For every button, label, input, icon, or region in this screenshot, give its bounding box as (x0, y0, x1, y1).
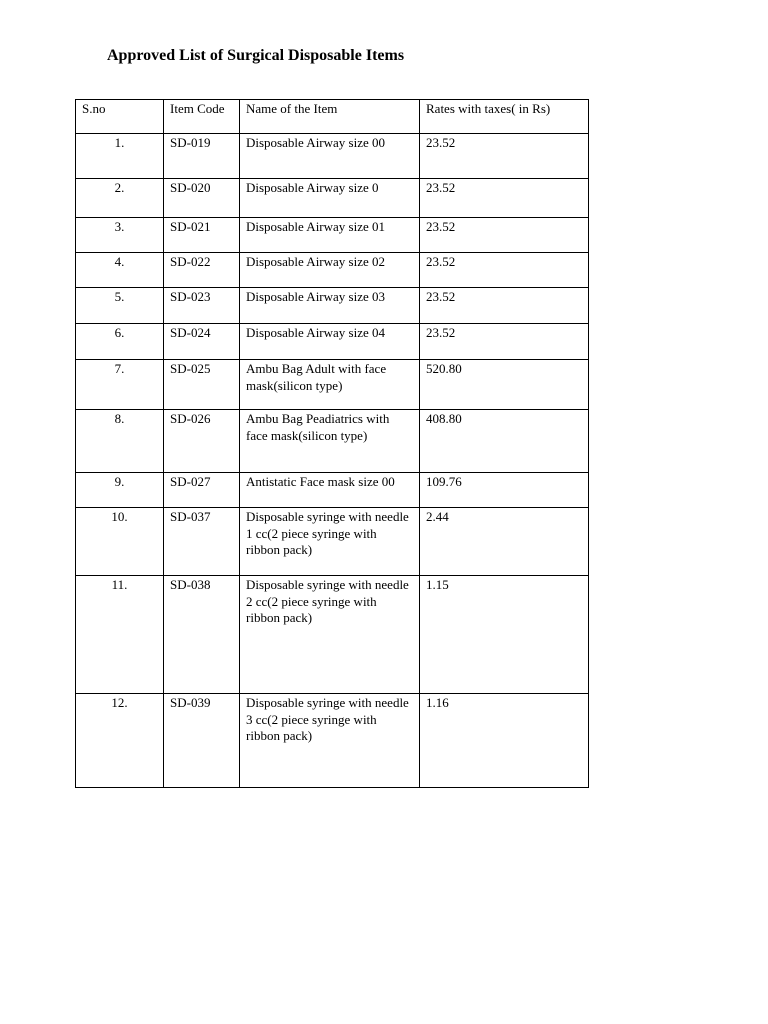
cell-code: SD-037 (164, 508, 240, 576)
cell-sno: 11. (76, 576, 164, 694)
table-row (76, 179, 589, 218)
header-sno: S.no (76, 100, 164, 134)
cell-name: Disposable Airway size 04 (240, 324, 420, 360)
cell-sno: 6. (76, 324, 164, 360)
table-header-row (76, 100, 589, 134)
table-row (76, 288, 589, 324)
cell-name: Disposable syringe with needle 2 cc(2 piece syringe with ribbon pack) (240, 576, 420, 694)
cell-code: SD-021 (164, 218, 240, 253)
cell-code: SD-024 (164, 324, 240, 360)
cell-rate: 23.52 (420, 134, 589, 179)
cell-sno: 9. (76, 473, 164, 508)
table-row (76, 134, 589, 179)
cell-code: SD-025 (164, 360, 240, 410)
table-row (76, 410, 589, 473)
cell-code: SD-039 (164, 694, 240, 788)
cell-name: Disposable Airway size 02 (240, 253, 420, 288)
cell-sno: 8. (76, 410, 164, 473)
cell-sno: 3. (76, 218, 164, 253)
cell-name: Disposable Airway size 0 (240, 179, 420, 218)
header-rate: Rates with taxes( in Rs) (420, 100, 589, 134)
cell-code: SD-027 (164, 473, 240, 508)
cell-name: Disposable Airway size 00 (240, 134, 420, 179)
cell-sno: 1. (76, 134, 164, 179)
cell-sno: 7. (76, 360, 164, 410)
cell-rate: 2.44 (420, 508, 589, 576)
cell-rate: 23.52 (420, 253, 589, 288)
cell-rate: 23.52 (420, 288, 589, 324)
cell-code: SD-019 (164, 134, 240, 179)
header-item-name: Name of the Item (240, 100, 420, 134)
table-row (76, 253, 589, 288)
cell-rate: 520.80 (420, 360, 589, 410)
items-table (75, 99, 589, 788)
cell-rate: 1.16 (420, 694, 589, 788)
cell-code: SD-023 (164, 288, 240, 324)
cell-name: Ambu Bag Adult with face mask(silicon type) (240, 360, 420, 410)
cell-rate: 23.52 (420, 218, 589, 253)
table-row (76, 508, 589, 576)
cell-name: Disposable syringe with needle 3 cc(2 piece syringe with ribbon pack) (240, 694, 420, 788)
cell-sno: 12. (76, 694, 164, 788)
table-row (76, 324, 589, 360)
cell-code: SD-038 (164, 576, 240, 694)
cell-rate: 23.52 (420, 324, 589, 360)
cell-sno: 4. (76, 253, 164, 288)
cell-code: SD-022 (164, 253, 240, 288)
table-row (76, 694, 589, 788)
table-row (76, 360, 589, 410)
cell-name: Antistatic Face mask size 00 (240, 473, 420, 508)
cell-sno: 5. (76, 288, 164, 324)
cell-name: Disposable Airway size 03 (240, 288, 420, 324)
header-item-code: Item Code (164, 100, 240, 134)
cell-sno: 10. (76, 508, 164, 576)
cell-name: Ambu Bag Peadiatrics with face mask(silicon type) (240, 410, 420, 473)
cell-name: Disposable syringe with needle 1 cc(2 piece syringe with ribbon pack) (240, 508, 420, 576)
cell-rate: 408.80 (420, 410, 589, 473)
cell-code: SD-020 (164, 179, 240, 218)
cell-sno: 2. (76, 179, 164, 218)
cell-rate: 1.15 (420, 576, 589, 694)
document-title: Approved List of Surgical Disposable Items (107, 47, 405, 64)
cell-name: Disposable Airway size 01 (240, 218, 420, 253)
cell-rate: 23.52 (420, 179, 589, 218)
table-row (76, 218, 589, 253)
table-row (76, 576, 589, 694)
cell-rate: 109.76 (420, 473, 589, 508)
table-row (76, 473, 589, 508)
cell-code: SD-026 (164, 410, 240, 473)
